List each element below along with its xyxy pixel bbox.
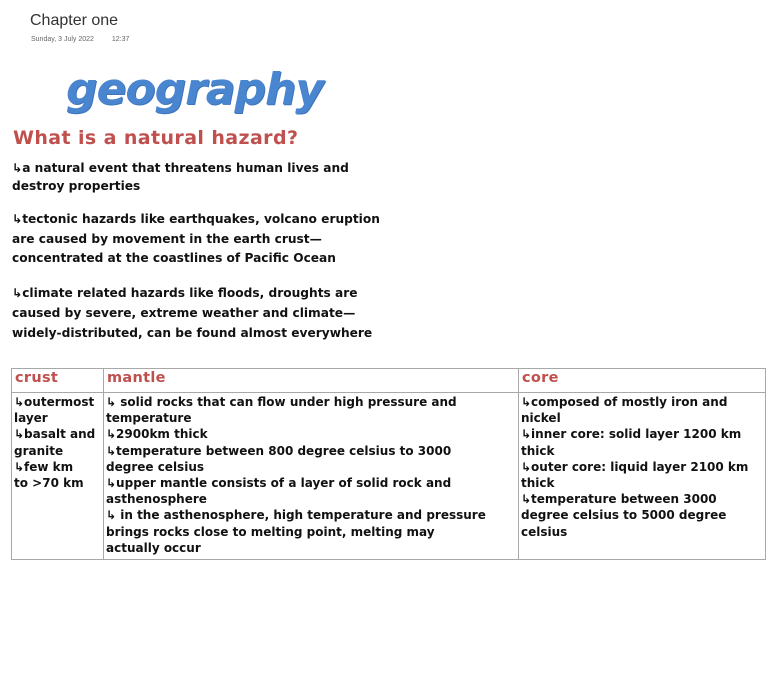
note-heading[interactable]: What is a natural hazard? [13,127,299,149]
geography-banner: geography [66,64,323,115]
cell-line: asthenosphere [106,492,207,507]
cell-line: ↳few km [14,459,74,474]
cell-line: temperature [106,411,192,426]
cell-line: layer [14,411,48,426]
note-paragraph-3[interactable] [12,283,412,343]
earth-layers-table[interactable] [11,368,766,560]
cell-mantle[interactable] [104,393,519,560]
cell-line: granite [14,443,64,458]
cell-line: actually occur [106,540,201,555]
cell-line: ↳ solid rocks that can flow under high pressure and [106,395,457,409]
header-crust[interactable]: crust [12,369,104,393]
cell-line: thick [521,476,555,491]
cell-line: brings rocks close to melting point, melting may [106,524,435,539]
header-core[interactable]: core [519,369,766,393]
text-line: ↳climate related hazards like floods, droughts are [12,286,358,300]
cell-line: ↳basalt and [14,427,96,442]
text-line: ↳a natural event that threatens human lives and [12,161,349,175]
page-date: Sunday, 3 July 2022 [31,36,94,43]
header-mantle[interactable]: mantle [104,369,519,393]
cell-line: celsius [521,524,568,539]
cell-line: degree celsius [106,459,204,474]
cell-line: ↳temperature between 3000 [521,492,717,507]
note-paragraph-2[interactable] [12,210,412,269]
text-line: concentrated at the coastlines of Pacific Ocean [12,251,336,265]
cell-line: ↳ in the asthenosphere, high temperature and pressure [106,508,486,523]
text-line: widely-distributed, can be found almost everywhere [12,326,373,340]
cell-line: ↳2900km thick [106,427,208,442]
text-line: are caused by movement in the earth crust— [12,231,322,246]
page-timestamp [31,36,145,43]
cell-line: ↳upper mantle consists of a layer of solid rock and [106,476,452,491]
cell-line: degree celsius to 5000 degree [521,508,727,523]
cell-line: nickel [521,411,561,426]
text-line: caused by severe, extreme weather and climate— [12,306,356,320]
cell-core[interactable] [519,393,766,560]
cell-line: ↳temperature between 800 degree celsius to 3000 [106,443,452,458]
page-time: 12:37 [111,36,130,43]
cell-line: ↳outer core: liquid layer 2100 km [521,459,749,474]
cell-line: ↳inner core: solid layer 1200 km [521,427,742,442]
cell-line: ↳composed of mostly iron and [521,395,728,409]
text-line: destroy properties [12,179,141,193]
text-line: ↳tectonic hazards like earthquakes, volcano eruption [12,212,380,226]
table-row [12,393,766,560]
cell-crust[interactable] [12,393,104,560]
cell-line: to >70 km [14,476,84,491]
page-title[interactable]: Chapter one [30,12,119,29]
cell-line: thick [521,443,555,458]
note-paragraph-1[interactable] [12,159,412,195]
cell-line: ↳outermost [14,395,95,409]
table-header-row [12,369,766,393]
